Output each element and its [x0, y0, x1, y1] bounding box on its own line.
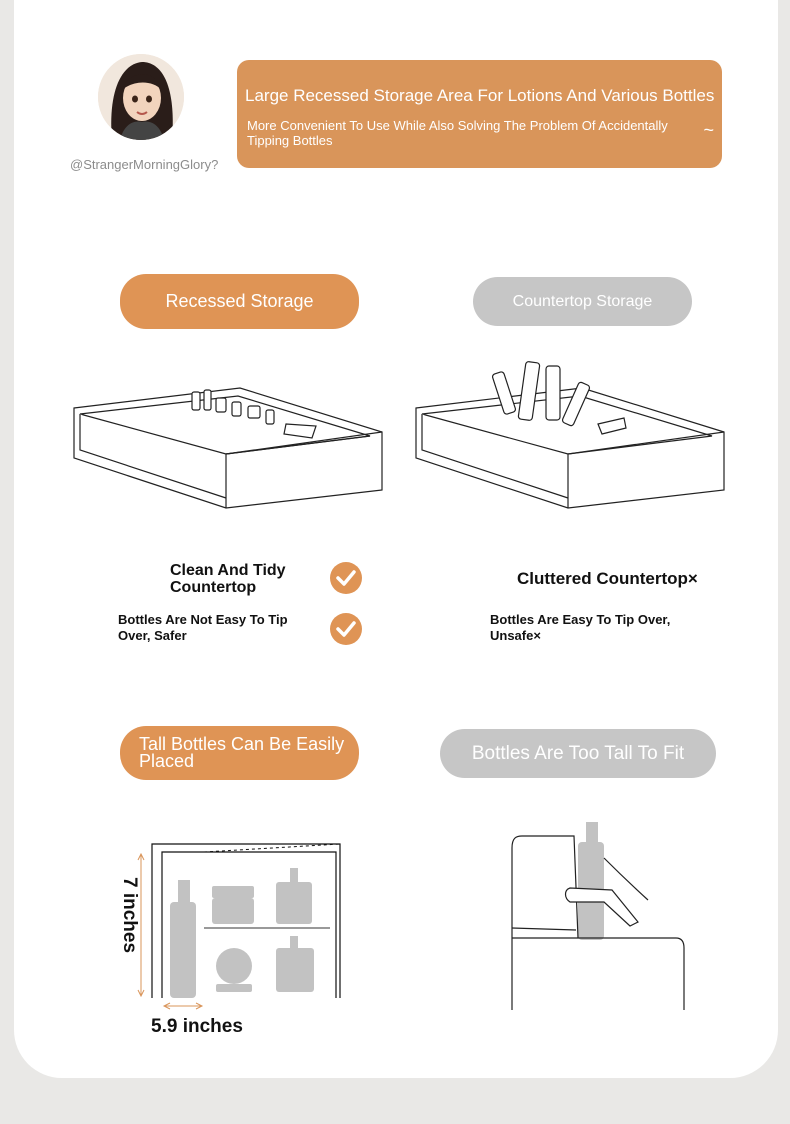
banner-title: Large Recessed Storage Area For Lotions And Various Bottles	[245, 86, 715, 105]
headline-banner	[237, 60, 722, 168]
tall-bottles-cabinet-illustration	[130, 836, 350, 1016]
countertop-storage-pill: Countertop Storage	[473, 277, 692, 326]
avatar	[98, 54, 184, 140]
check-icon	[330, 562, 362, 594]
countertop-storage-illustration	[412, 358, 732, 518]
recessed-storage-illustration	[70, 378, 390, 518]
easy-tip-label: Bottles Are Easy To Tip Over, Unsafe×	[490, 612, 671, 643]
too-tall-illustration	[500, 818, 700, 1018]
height-dimension-label: 7 inches	[119, 877, 140, 954]
author-handle[interactable]: @StrangerMorningGlory?	[70, 157, 219, 172]
check-icon	[330, 613, 362, 645]
recessed-storage-pill: Recessed Storage	[120, 274, 359, 329]
cluttered-countertop-label: Cluttered Countertop×	[517, 569, 698, 588]
width-dimension-label: 5.9 inches	[151, 1016, 243, 1037]
banner-tilde: ~	[703, 120, 714, 140]
clean-tidy-label: Clean And Tidy Countertop	[170, 562, 286, 596]
banner-subtitle: More Convenient To Use While Also Solving The Problem Of Accidentally Tipping Bottles	[247, 118, 668, 148]
not-easy-tip-label: Bottles Are Not Easy To Tip Over, Safer	[118, 612, 288, 643]
tall-bottles-pill: Tall Bottles Can Be Easily Placed	[120, 726, 359, 780]
too-tall-pill: Bottles Are Too Tall To Fit	[440, 729, 716, 778]
